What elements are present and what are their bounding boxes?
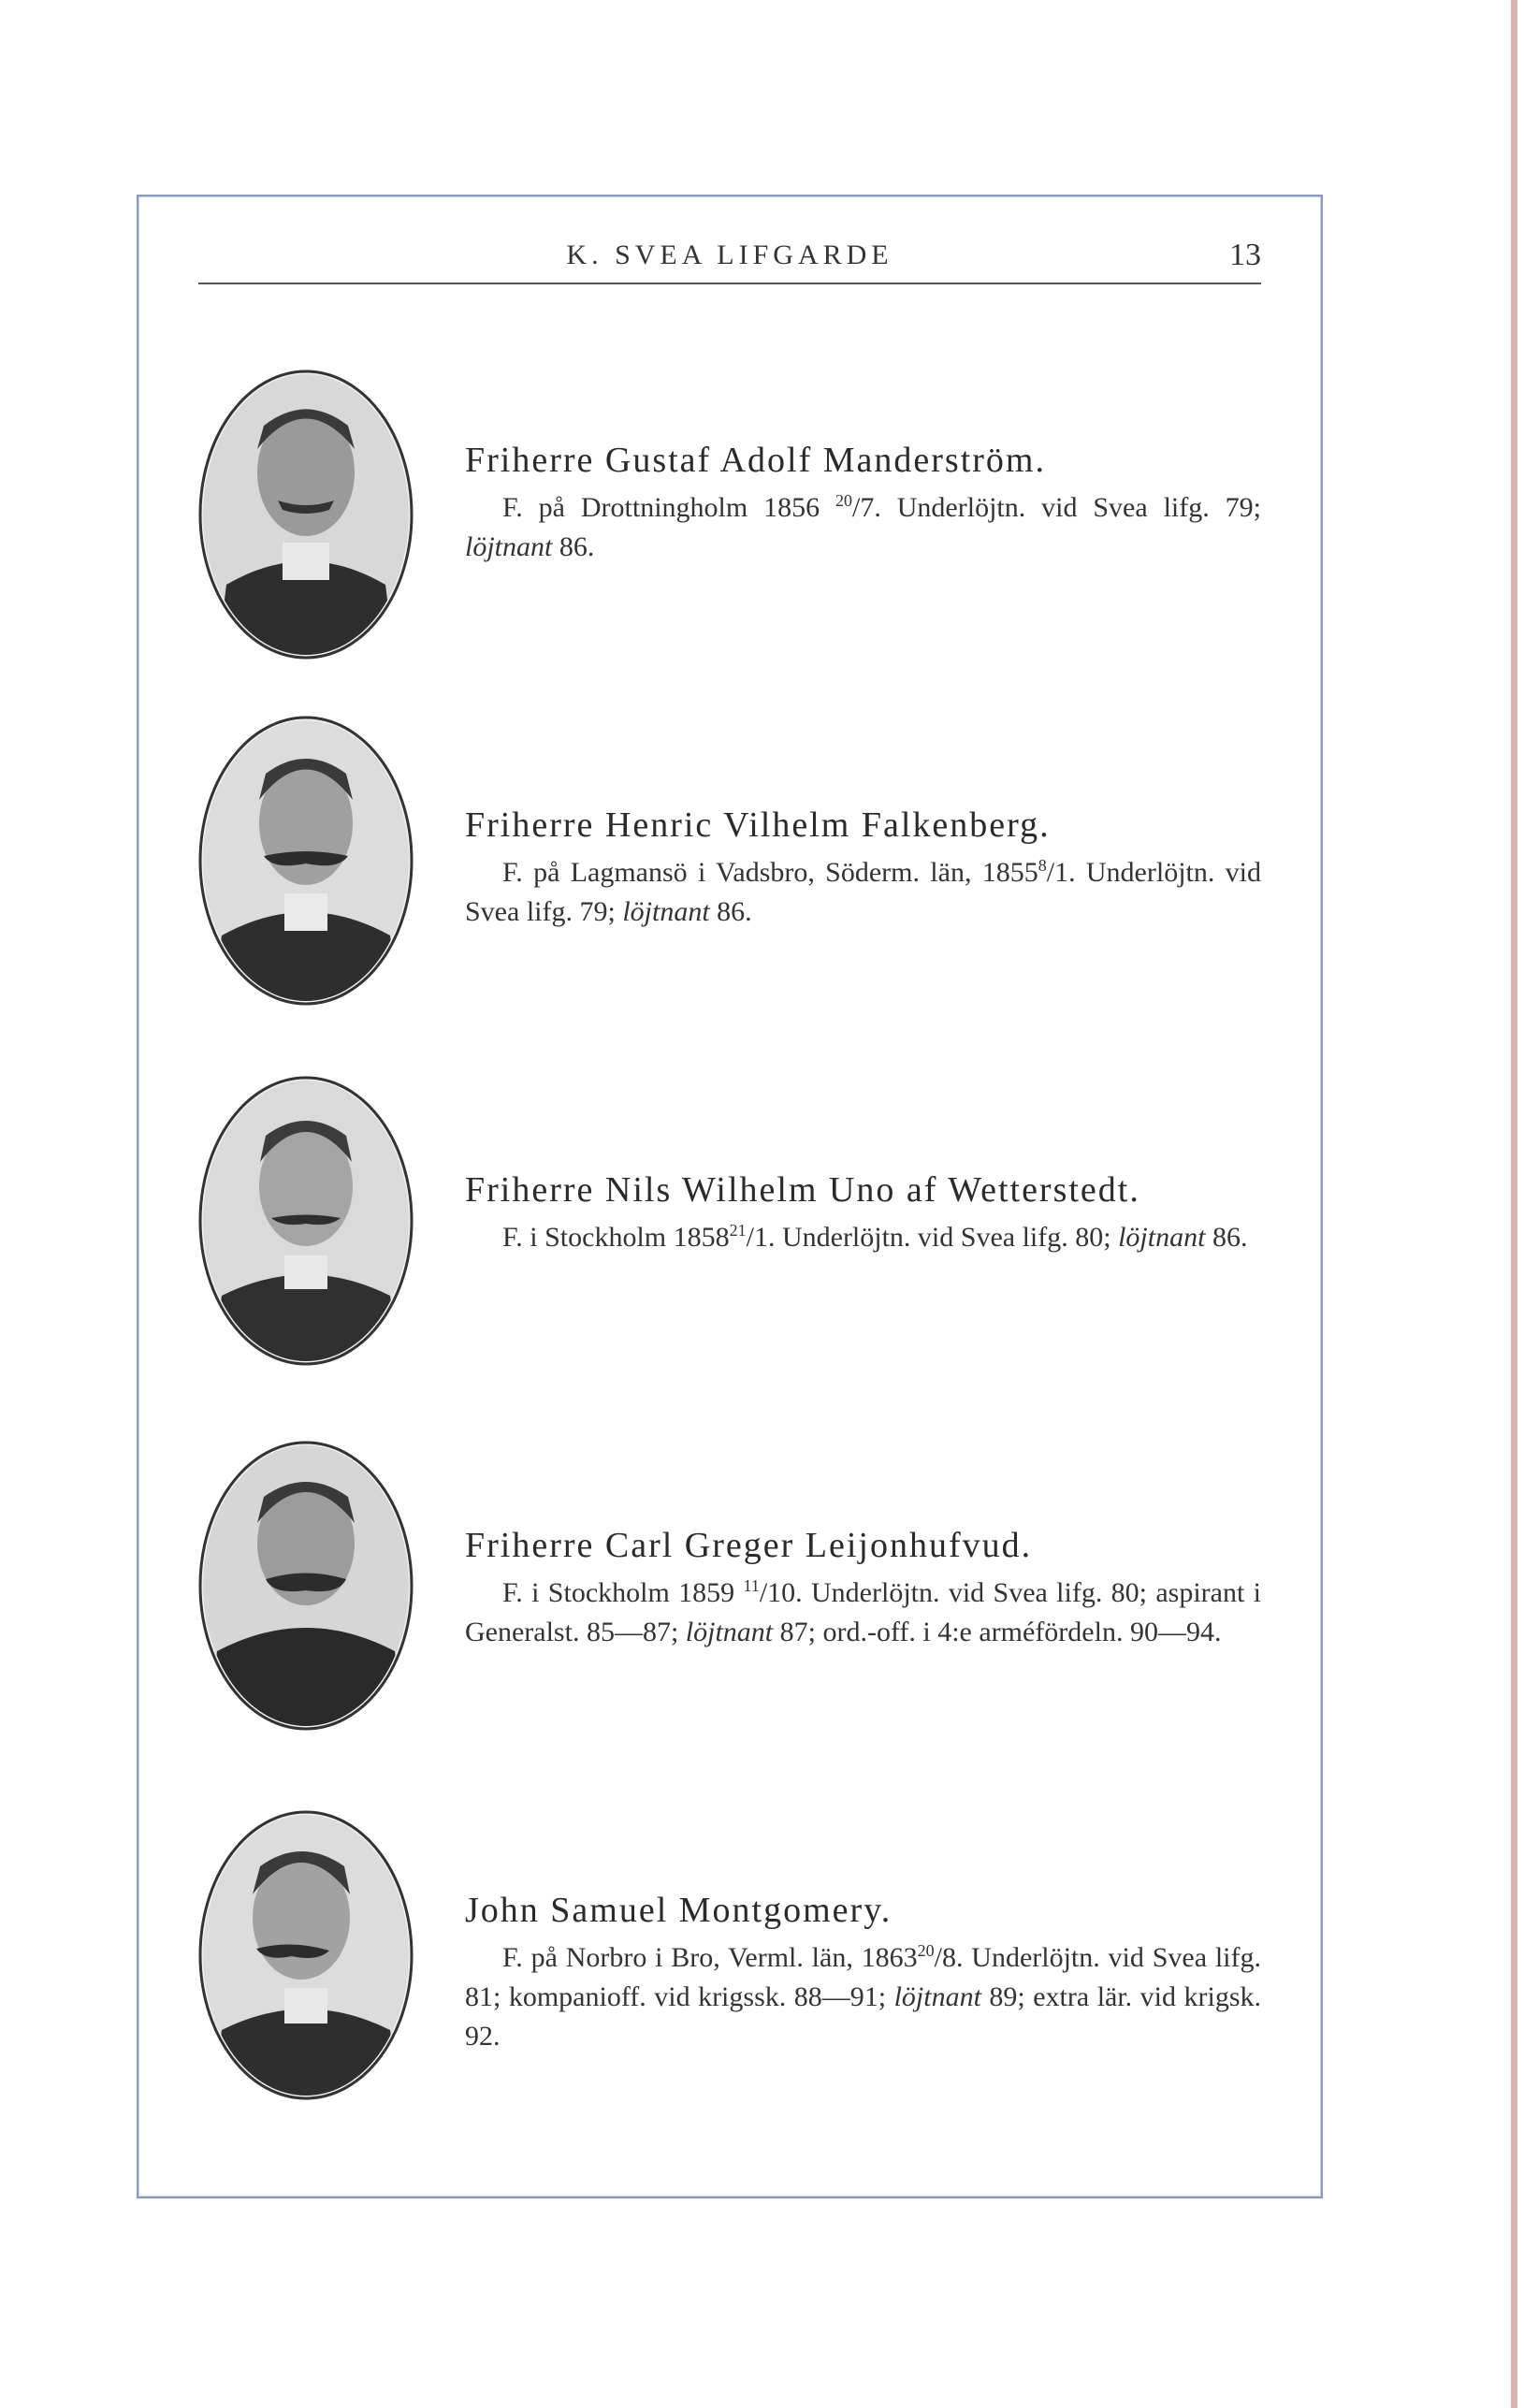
rank-italic: löjtnant [1118,1222,1206,1253]
details-text: /1. Underlöjtn. vid Svea lifg. 79; [465,857,1261,927]
portrait-photo [198,1441,414,1731]
details-text: 89; extra lär. vid krigsk. 92. [465,1981,1261,2052]
page-number: 13 [1229,238,1261,272]
running-title: K. SVEA LIFGARDE [566,239,893,270]
entry-bio [465,1890,1261,2056]
details-text: /7. Underlöjtn. vid Svea lifg. 79; [852,492,1261,523]
date-sup: 11 [743,1576,760,1595]
details-text: 87; ord.-off. i 4:e arméfördeln. 90—94. [773,1617,1222,1647]
details-text: 86. [1205,1222,1248,1253]
date-sup: 21 [729,1221,747,1240]
entry-bio [465,1525,1261,1652]
portrait-photo [198,716,414,1006]
details-text: 86. [552,531,595,562]
rank-italic: löjtnant [465,531,553,562]
entry-bio [465,1169,1261,1257]
rank-italic: löjtnant [893,1981,981,2012]
portrait-photo [198,370,414,660]
entry-name: Friherre Nils Wilhelm Uno af Wetterstedt. [465,1170,1140,1210]
entry-details [465,1218,1261,1257]
details-text: F. på Drottningholm 1856 [502,492,836,523]
details-text: F. i Stockholm 1858 [502,1222,730,1253]
date-sup: 8 [1038,856,1047,875]
entry-details [465,1574,1261,1652]
running-head [198,236,1261,284]
portrait-photo [198,1810,414,2100]
entry-details [465,488,1261,567]
entry-name: Friherre Carl Greger Leijonhufvud. [465,1526,1033,1565]
details-text: /1. Underlöjtn. vid Svea lifg. 80; [746,1222,1119,1253]
details-text: F. på Lagmansö i Vadsbro, Söderm. län, 1855 [502,857,1038,888]
details-text: /10. Underlöjtn. vid Svea lifg. 80; aspirant i Generalst. 85—87; [465,1577,1261,1647]
entry-name: Friherre Gustaf Adolf Manderström. [465,441,1046,480]
details-text: /8. Underlöjtn. vid Svea lifg. 81; kompanioff. vid krigssk. 88—91; [465,1942,1261,2012]
portrait-photo [198,1076,414,1366]
details-text: F. i Stockholm 1859 [502,1577,744,1608]
rank-italic: löjtnant [622,896,710,927]
entry-name: Friherre Henric Vilhelm Falkenberg. [465,805,1051,845]
details-text: F. på Norbro i Bro, Verml. län, 1863 [502,1942,918,1973]
entry-details [465,1938,1261,2056]
entry-name: John Samuel Montgomery. [465,1891,893,1930]
entry-bio [465,805,1261,932]
details-text: 86. [709,896,752,927]
date-sup: 20 [835,491,853,510]
date-sup: 20 [917,1941,935,1960]
entry-bio [465,440,1261,567]
entry-details [465,853,1261,932]
rank-italic: löjtnant [685,1617,774,1647]
